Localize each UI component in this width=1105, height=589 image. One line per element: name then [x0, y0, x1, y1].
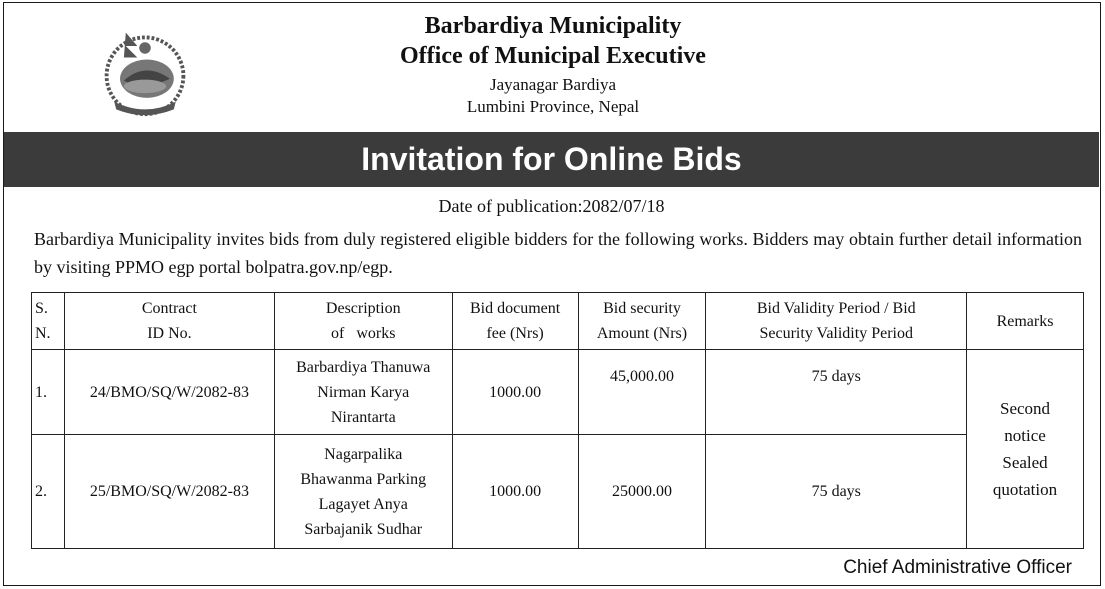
row-security: 25000.00 [578, 435, 706, 549]
header-validity [706, 293, 967, 350]
header-security [578, 293, 706, 350]
row-description [274, 435, 452, 549]
description-line: Nirantarta [330, 408, 396, 426]
header-text: ID No. [147, 325, 192, 342]
header-description [274, 293, 452, 350]
row-sn: 2. [32, 435, 65, 549]
description-line: Barbardiya Thanuwa [296, 358, 431, 376]
remark-line: Sealed [1002, 453, 1048, 472]
address-line-2: Lumbini Province, Nepal [466, 97, 640, 116]
publication-date: Date of publication:2082/07/18 [438, 196, 665, 216]
description-line: Nirman Karya [317, 383, 410, 401]
header-text: S. [35, 300, 48, 317]
header-text: Bid document [469, 300, 561, 317]
row-validity: 75 days [706, 350, 967, 435]
row-contract-id: 25/BMO/SQ/W/2082-83 [64, 435, 274, 549]
description-line: Sarbajanik Sudhar [304, 520, 423, 538]
header-text: Amount (Nrs) [596, 325, 688, 342]
row-fee: 1000.00 [452, 435, 578, 549]
notice-banner: Invitation for Online Bids [4, 132, 1099, 187]
table-row [32, 435, 1084, 549]
notice-frame [3, 2, 1101, 586]
row-fee: 1000.00 [452, 350, 578, 435]
row-sn: 1. [32, 350, 65, 435]
municipality-title: Barbardiya Municipality [424, 13, 682, 39]
header-text: Bid Validity Period / Bid [756, 300, 916, 317]
description-line: Lagayet Anya [318, 495, 408, 513]
header-sn [32, 293, 65, 350]
row-contract-id: 24/BMO/SQ/W/2082-83 [64, 350, 274, 435]
description-line: Bhawanma Parking [300, 470, 427, 488]
bids-table [31, 292, 1084, 549]
signoff: Chief Administrative Officer [843, 557, 1072, 578]
remark-line: Second [1000, 399, 1051, 418]
table-header-row [32, 293, 1084, 350]
intro-paragraph: Barbardiya Municipality invites bids from duly registered eligible bidders for the following works. Bidders may obtain further detail information by visiting PPMO egp portal bolpatra.gov.np/egp. [34, 229, 1082, 277]
row-description [274, 350, 452, 435]
description-line: Nagarpalika [324, 445, 403, 463]
address-line-1: Jayanagar Bardiya [489, 75, 617, 94]
header-text: Contract [141, 300, 197, 317]
table-row [32, 350, 1084, 435]
header-text: of works [331, 325, 396, 342]
office-title: Office of Municipal Executive [400, 43, 706, 69]
header-block [4, 11, 1102, 118]
remark-line: quotation [992, 480, 1058, 499]
remark-line: notice [1004, 426, 1046, 445]
header-remarks: Remarks [967, 293, 1084, 350]
header-text: Security Validity Period [759, 325, 913, 342]
header-fee [452, 293, 578, 350]
header-contract-id [64, 293, 274, 350]
row-remarks [967, 350, 1084, 549]
row-validity: 75 days [706, 435, 967, 549]
header-text: fee (Nrs) [486, 325, 544, 342]
header-text: Description [325, 300, 401, 317]
header-text: Bid security [603, 300, 681, 317]
header-text: N. [35, 325, 51, 342]
row-security: 45,000.00 [578, 350, 706, 435]
